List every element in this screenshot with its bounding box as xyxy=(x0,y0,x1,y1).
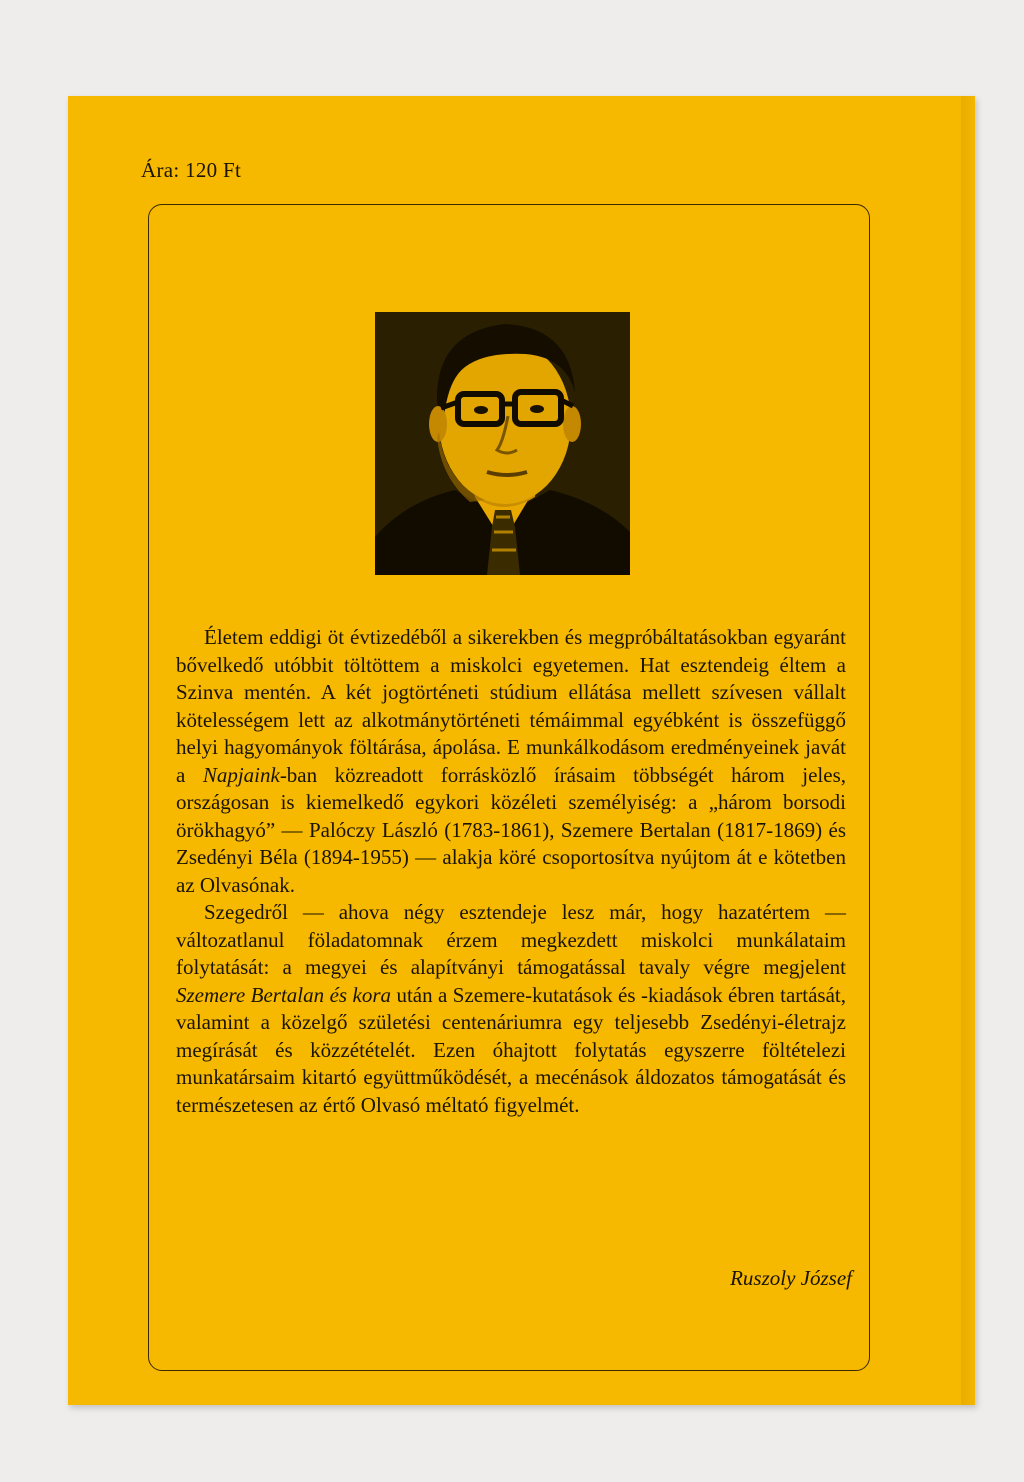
blurb-paragraph-1-part-2: -ban közreadott forrásközlő írásaim többségét három jeles, országosan is kiemelkedő egykori közéleti személyiség: a „három borsodi örökhagyó” — Palóczy László (1783-1861), Szemere Bertalan (1817-1869) és Zsedényi Béla (1894-1955) — alakja köré csoportosítva nyújtom át e kötetben az Olvasónak. xyxy=(176,762,846,897)
book-title-szemere: Szemere Bertalan és kora xyxy=(176,982,391,1007)
price-label: Ára: 120 Ft xyxy=(141,158,242,182)
author-portrait xyxy=(375,312,630,575)
blurb-paragraph-1 xyxy=(176,624,846,899)
author-signature: Ruszoly József xyxy=(730,1266,852,1290)
blurb-text xyxy=(176,624,846,1119)
blurb-paragraph-1-part-1: Életem eddigi öt évtizedéből a sikerekben és megpróbáltatásokban egyaránt bővelkedő utóbbit töltöttem a miskolci egyetemen. Hat esztendeig éltem a Szinva mentén. A két jogtörténeti stúdium ellátása mellett szívesen vállalt kötelességem lett az alkotmánytörténeti témáimmal egyébként is összefüggő helyi hagyományok föltárása, ápolása. E munkálkodásom eredményeinek javát a xyxy=(176,625,846,787)
author-portrait-image xyxy=(375,312,630,575)
blurb-paragraph-2 xyxy=(176,899,846,1119)
blurb-paragraph-2-part-2: után a Szemere-kutatások és -kiadások ébren tartását, valamint a közelgő születési centenáriumra egy teljesebb Zsedényi-életrajz megírását és közzétételét. Ezen óhajtott folytatás egyszerre föltételezi munkatársaim kitartó együttműködését, a mecénások áldozatos támogatását és természetesen az értő Olvasó méltató figyelmét. xyxy=(176,982,846,1117)
blurb-paragraph-2-part-1: Szegedről — ahova négy esztendeje lesz már, hogy hazatértem — változatlanul föladatomnak érzem megkezdett miskolci munkálataim folytatását: a megyei és alapítványi támogatással tavaly végre megjelent xyxy=(176,900,846,979)
book-back-cover xyxy=(68,96,975,1405)
journal-title-napjaink: Napjaink xyxy=(202,762,280,787)
book-page-edge xyxy=(961,96,975,1405)
